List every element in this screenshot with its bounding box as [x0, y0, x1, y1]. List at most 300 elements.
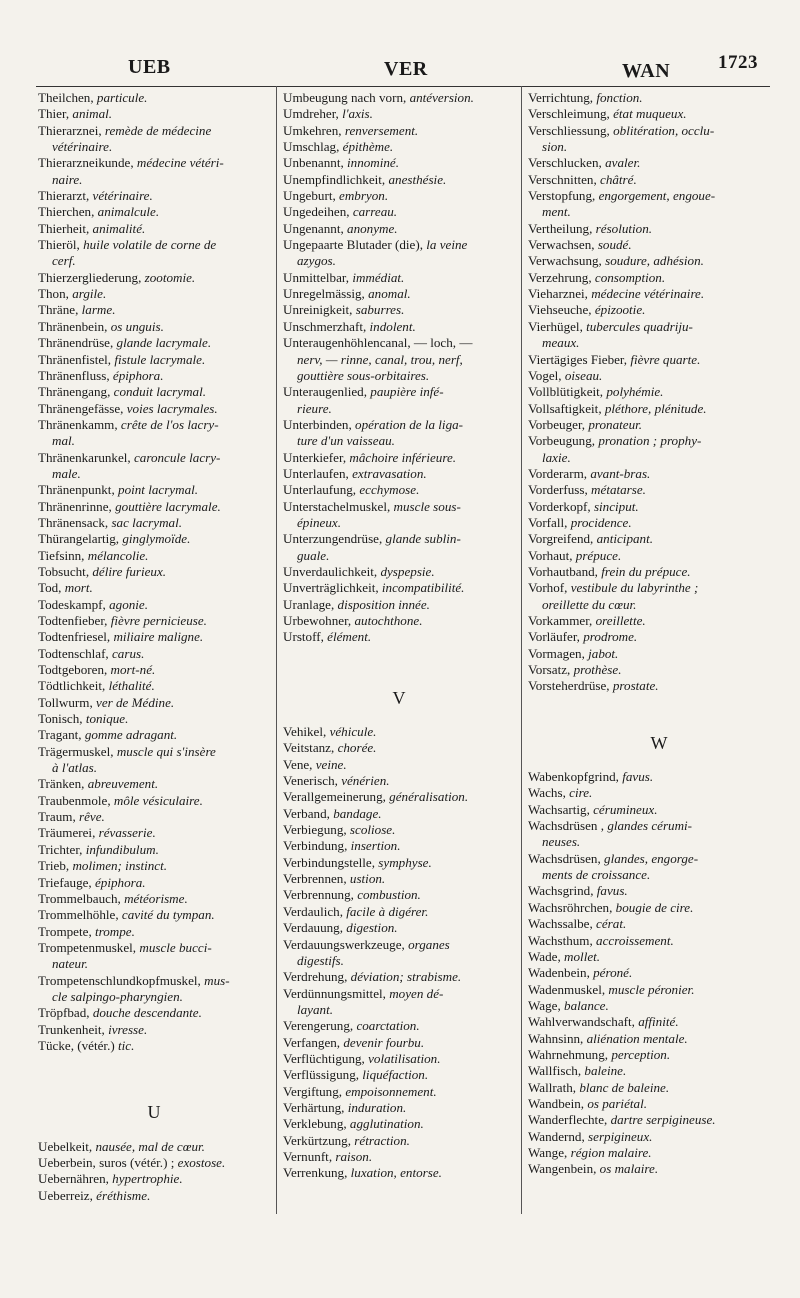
dictionary-entry — [38, 319, 270, 335]
entry-translation: animal. — [72, 106, 113, 122]
dictionary-entry — [283, 302, 515, 318]
entry-translation: volatilisation. — [368, 1050, 441, 1066]
entry-headword: Vene, — [283, 756, 313, 772]
entry-headword: Verwachsung, — [528, 253, 602, 269]
dictionary-entry — [38, 793, 270, 809]
entry-headword: Verschliessung, — [528, 122, 610, 138]
entry-headword: Tücke, (vétér.) — [38, 1037, 115, 1053]
entry-translation: chorée. — [337, 740, 377, 756]
entry-headword: Viehseuche, — [528, 302, 592, 318]
dictionary-entry — [528, 499, 790, 515]
entry-headword: Verzehrung, — [528, 269, 592, 285]
entry-headword: Vollsaftigkeit, — [528, 400, 602, 416]
entry-headword: Unterbinden, — [283, 416, 352, 432]
entry-translation: cavité du tympan. — [121, 907, 215, 923]
entry-translation: serpigineux. — [588, 1128, 653, 1144]
entry-headword: Vorderkopf, — [528, 498, 591, 514]
entry-translation: tonique. — [85, 711, 129, 727]
entry-headword: Umkehren, — [283, 122, 342, 138]
entry-translation: antéversion. — [409, 90, 474, 105]
entry-headword: Wachsartig, — [528, 801, 590, 817]
dictionary-entry — [283, 123, 515, 139]
header-left-guide-word: UEB — [128, 56, 171, 78]
entry-headword: Trägermuskel, — [38, 743, 114, 759]
entry-continuation: cle salpingo-pharyngien. — [52, 988, 183, 1004]
dictionary-entry — [283, 188, 515, 204]
dictionary-entry — [528, 1014, 790, 1030]
entry-translation: la veine — [426, 237, 468, 253]
entry-headword: Vorbeuger, — [528, 416, 586, 432]
entry-translation: cire. — [569, 785, 593, 801]
entry-headword: Unbenannt, — [283, 155, 344, 171]
entry-headword: Verrichtung, — [528, 90, 594, 105]
entry-translation: état muqueux. — [613, 106, 687, 122]
entry-headword: Thierheit, — [38, 220, 90, 236]
section-letter: V — [392, 687, 406, 708]
dictionary-entry — [283, 1067, 515, 1083]
entry-continuation: épineux. — [297, 514, 341, 530]
entry-translation: autochthone. — [354, 613, 423, 628]
entry-headword: Thränenpunkt, — [38, 482, 115, 498]
entry-translation: nausée, mal de cœur. — [95, 1138, 205, 1154]
entry-translation: châtré. — [600, 171, 637, 187]
entry-translation: polyhémie. — [606, 384, 664, 400]
entry-translation: glandes, engorge- — [604, 850, 699, 866]
entry-translation: fonction. — [596, 90, 643, 105]
entry-headword: Vormagen, — [528, 645, 585, 661]
entry-translation: météorisme. — [124, 890, 188, 906]
dictionary-entry — [38, 286, 270, 302]
entry-headword: Verallgemeinerung, — [283, 789, 386, 805]
dictionary-entry — [528, 1080, 790, 1096]
entry-headword: Wahnsinn, — [528, 1030, 584, 1046]
entry-continuation: mal. — [52, 433, 75, 449]
entry-headword: Verdaulich, — [283, 903, 343, 919]
entry-headword: Wangenbein, — [528, 1161, 597, 1177]
entry-headword: Thon, — [38, 286, 69, 302]
dictionary-entry — [283, 1149, 515, 1165]
dictionary-entry — [283, 139, 515, 155]
entry-translation: dyspepsie. — [380, 563, 435, 579]
entry-translation: zootomie. — [144, 269, 196, 285]
entry-headword: Traum, — [38, 809, 76, 825]
dictionary-entry — [38, 188, 270, 204]
dictionary-entry — [283, 499, 515, 532]
entry-headword: Unterkiefer, — [283, 449, 347, 465]
entry-continuation: nateur. — [52, 956, 89, 972]
dictionary-entry — [283, 106, 515, 122]
entry-headword: Vorsteherdrüse, — [528, 678, 610, 694]
entry-headword: Unteraugenhöhlencanal, — loch, — — [283, 335, 473, 351]
dictionary-entry — [283, 1051, 515, 1067]
entry-headword: Tollwurm, — [38, 694, 93, 710]
dictionary-entry — [38, 401, 270, 417]
entry-continuation: neuses. — [542, 834, 581, 850]
dictionary-entry — [528, 916, 790, 932]
entry-translation: vestibule du labyrinthe ; — [570, 580, 699, 596]
entry-translation: remède de médecine — [104, 122, 212, 138]
entry-translation: mélancolie. — [87, 547, 149, 563]
entry-headword: Trompetenmuskel, — [38, 939, 137, 955]
dictionary-entry — [38, 597, 270, 613]
entry-translation: pronation ; prophy- — [598, 433, 702, 449]
dictionary-entry — [38, 940, 270, 973]
entry-headword: Vorgreifend, — [528, 531, 594, 547]
entry-translation: liquéfaction. — [362, 1067, 429, 1083]
dictionary-entry — [38, 1171, 270, 1187]
entry-translation: embryon. — [339, 188, 389, 204]
entry-headword: Vorläufer, — [528, 629, 580, 645]
dictionary-entry — [283, 920, 515, 936]
entry-translation: fièvre pernicieuse. — [110, 613, 207, 628]
entry-translation: glande sublin- — [385, 531, 461, 547]
entry-translation: oblitération, occlu- — [613, 122, 715, 138]
entry-headword: Verkürtzung, — [283, 1132, 351, 1148]
entry-headword: Vogel, — [528, 367, 562, 383]
dictionary-entry — [38, 204, 270, 220]
entry-continuation: guale. — [297, 547, 330, 563]
dictionary-entry — [38, 123, 270, 156]
entry-headword: Vorfall, — [528, 514, 568, 530]
dictionary-entry — [283, 580, 515, 596]
entry-translation: ivresse. — [108, 1021, 148, 1037]
dictionary-entry — [38, 695, 270, 711]
header-middle-guide-word: VER — [384, 58, 428, 80]
dictionary-entry — [283, 937, 515, 970]
entry-headword: Ueberreiz, — [38, 1187, 93, 1203]
dictionary-entry — [528, 106, 790, 122]
entry-headword: Venerisch, — [283, 773, 338, 789]
entry-headword: Wadenbein, — [528, 965, 590, 981]
dictionary-entry — [283, 1035, 515, 1051]
entry-headword: Verschleimung, — [528, 106, 610, 122]
entry-translation: trompe. — [95, 923, 135, 939]
entry-headword: Thränensack, — [38, 514, 109, 530]
entry-headword: Vorsatz, — [528, 662, 571, 678]
entry-headword: Todtenfieber, — [38, 613, 108, 628]
entry-translation: anticipant. — [596, 531, 653, 547]
dictionary-entry — [283, 319, 515, 335]
dictionary-entry — [528, 965, 790, 981]
dictionary-entry — [528, 253, 790, 269]
entry-headword: Verdünnungsmittel, — [283, 985, 386, 1001]
dictionary-entry — [38, 613, 270, 629]
dictionary-entry — [283, 597, 515, 613]
entry-translation: muscle qui s'insère — [116, 743, 216, 759]
entry-translation: agonie. — [109, 596, 149, 612]
dictionary-entry — [528, 90, 790, 106]
dictionary-entry — [283, 1100, 515, 1116]
entry-continuation: male. — [52, 465, 81, 481]
entry-translation: incompatibilité. — [381, 580, 465, 596]
column-left — [38, 90, 270, 1204]
dictionary-entry — [38, 1022, 270, 1038]
entry-translation: avant-bras. — [590, 465, 651, 481]
dictionary-entry — [528, 678, 790, 694]
entry-translation: facile à digérer. — [346, 903, 429, 919]
dictionary-entry — [528, 237, 790, 253]
dictionary-entry — [38, 744, 270, 777]
entry-translation: abreuvement. — [87, 776, 159, 792]
dictionary-entry — [38, 515, 270, 531]
dictionary-entry — [283, 773, 515, 789]
entry-continuation: nerv, — rinne, canal, trou, nerf, — [297, 351, 463, 367]
dictionary-entry — [528, 401, 790, 417]
entry-headword: Vorhaut, — [528, 547, 573, 563]
entry-translation: os malaire. — [599, 1161, 659, 1177]
entry-translation: môle vésiculaire. — [113, 792, 203, 808]
dictionary-entry — [528, 270, 790, 286]
entry-headword: Tröpfbad, — [38, 1005, 90, 1021]
dictionary-entry — [283, 969, 515, 985]
entry-translation: épithème. — [342, 139, 394, 155]
dictionary-entry — [283, 204, 515, 220]
entry-headword: Verband, — [283, 805, 330, 821]
dictionary-entry — [283, 482, 515, 498]
entry-translation: muscle bucci- — [139, 939, 212, 955]
entry-headword: Vorbeugung, — [528, 433, 596, 449]
entry-translation: conduit lacrymal. — [113, 384, 207, 400]
entry-translation: hypertrophie. — [112, 1171, 183, 1187]
entry-translation: bandage. — [333, 805, 382, 821]
entry-headword: Verengerung, — [283, 1018, 354, 1034]
dictionary-entry — [38, 450, 270, 483]
entry-translation: argile. — [72, 286, 107, 302]
entry-headword: Vollblütigkeit, — [528, 384, 604, 400]
dictionary-entry — [528, 564, 790, 580]
entry-headword: Trompetenschlundkopfmuskel, — [38, 972, 201, 988]
entry-translation: cérat. — [596, 916, 627, 932]
entry-headword: Tränken, — [38, 776, 85, 792]
entry-headword: Verhärtung, — [283, 1099, 345, 1115]
page-number: 1723 — [718, 52, 758, 73]
entry-headword: Thierchen, — [38, 204, 95, 220]
entry-translation: animalité. — [92, 220, 146, 236]
dictionary-entry — [283, 286, 515, 302]
dictionary-entry — [528, 982, 790, 998]
entry-headword: Tod, — [38, 580, 62, 596]
entry-headword: Thierarzneikunde, — [38, 155, 134, 171]
dictionary-entry — [38, 1139, 270, 1155]
section-letter: U — [147, 1102, 161, 1123]
entry-translation: os pariétal. — [587, 1095, 647, 1111]
entry-translation: larme. — [81, 302, 116, 318]
dictionary-entry — [528, 368, 790, 384]
entry-headword: Thränenkarunkel, — [38, 449, 131, 465]
entry-headword: Vorhof, — [528, 580, 568, 596]
entry-translation: ginglymoïde. — [122, 531, 191, 547]
dictionary-entry — [38, 973, 270, 1006]
entry-headword: Vorhautband, — [528, 563, 598, 579]
entry-translation: douche descendante. — [92, 1005, 202, 1021]
dictionary-entry — [528, 646, 790, 662]
entry-translation: affinité. — [638, 1014, 679, 1030]
entry-headword: Wachsdrüsen , — [528, 818, 605, 834]
entry-headword: Umdreher, — [283, 106, 339, 122]
dictionary-entry — [38, 564, 270, 580]
column-middle — [283, 90, 515, 1182]
entry-translation: blanc de baleine. — [579, 1079, 670, 1095]
entry-translation: gouttière lacrymale. — [115, 498, 221, 514]
dictionary-entry — [283, 904, 515, 920]
running-header — [0, 52, 800, 84]
entry-headword: Wachsröhrchen, — [528, 899, 613, 915]
entry-headword: Wade, — [528, 948, 561, 964]
dictionary-entry — [528, 851, 790, 884]
entry-headword: Verdauungswerkzeuge, — [283, 936, 405, 952]
entry-translation: consomption. — [594, 269, 666, 285]
entry-headword: Vieharznei, — [528, 286, 588, 302]
entry-translation: os unguis. — [110, 318, 164, 334]
entry-translation: point lacrymal. — [118, 482, 199, 498]
dictionary-entry — [283, 466, 515, 482]
entry-translation: indolent. — [369, 318, 416, 334]
dictionary-entry — [38, 221, 270, 237]
entry-translation: infundibulum. — [85, 841, 159, 857]
dictionary-entry — [528, 1112, 790, 1128]
entry-translation: sinciput. — [593, 498, 639, 514]
entry-continuation: cerf. — [52, 253, 76, 269]
entry-headword: Trunkenheit, — [38, 1021, 105, 1037]
entry-continuation: laxie. — [542, 449, 571, 465]
entry-translation: muscle péronier. — [608, 981, 695, 997]
entry-translation: muscle sous- — [393, 498, 461, 514]
entry-translation: empoisonnement. — [345, 1083, 437, 1099]
dictionary-entry — [528, 319, 790, 352]
header-rule — [36, 86, 770, 87]
dictionary-entry — [283, 221, 515, 237]
entry-translation: voies lacrymales. — [126, 400, 218, 416]
entry-headword: Urbewohner, — [283, 613, 352, 628]
entry-translation: mus- — [204, 972, 230, 988]
entry-headword: Ungedeihen, — [283, 204, 350, 220]
entry-headword: Todtenschlaf, — [38, 645, 109, 661]
entry-headword: Wanderflechte, — [528, 1112, 608, 1128]
entry-translation: épiphora. — [94, 874, 146, 890]
entry-headword: Unterlaufung, — [283, 482, 357, 498]
dictionary-entry — [38, 1038, 270, 1054]
entry-headword: Ungepaarte Blutader (die), — [283, 237, 423, 253]
entry-translation: fistule lacrymale. — [114, 351, 206, 367]
entry-translation: prothèse. — [573, 662, 622, 678]
column-divider-2 — [521, 86, 522, 1214]
entry-headword: Wadenmuskel, — [528, 981, 606, 997]
entry-translation: véhicule. — [329, 724, 377, 740]
entry-translation: scoliose. — [349, 822, 396, 838]
dictionary-entry — [283, 1165, 515, 1181]
entry-translation: mort. — [64, 580, 93, 596]
dictionary-entry — [528, 548, 790, 564]
entry-translation: immédiat. — [352, 269, 405, 285]
dictionary-entry — [528, 302, 790, 318]
entry-translation: agglutination. — [349, 1116, 424, 1132]
entry-headword: Todtgeboren, — [38, 662, 108, 678]
entry-translation: perception. — [611, 1046, 671, 1062]
entry-translation: médecine vétérinaire. — [591, 286, 705, 302]
entry-translation: accroissement. — [596, 932, 674, 948]
dictionary-entry — [283, 838, 515, 854]
dictionary-entry — [283, 384, 515, 417]
dictionary-entry — [528, 1047, 790, 1063]
entry-headword: Urstoff, — [283, 629, 324, 645]
dictionary-entry — [38, 1188, 270, 1204]
dictionary-entry — [38, 237, 270, 270]
entry-continuation: gouttière sous-orbitaires. — [297, 367, 430, 383]
entry-headword: Unterstachelmuskel, — [283, 498, 391, 514]
entry-continuation: vétérinaire. — [52, 139, 113, 155]
entry-headword: Unverdaulichkeit, — [283, 563, 378, 579]
dictionary-entry — [528, 662, 790, 678]
entry-translation: rêve. — [79, 809, 105, 825]
entry-translation: miliaire maligne. — [113, 629, 204, 645]
entry-translation: fièvre quarte. — [630, 351, 701, 367]
dictionary-entry — [528, 1031, 790, 1047]
entry-translation: digestion. — [346, 920, 398, 936]
entry-headword: Ungeburt, — [283, 188, 336, 204]
entry-headword: Unmittelbar, — [283, 269, 350, 285]
entry-headword: Verrenkung, — [283, 1165, 348, 1181]
dictionary-entry — [38, 858, 270, 874]
dictionary-entry — [283, 822, 515, 838]
entry-headword: Vertheilung, — [528, 220, 593, 236]
entry-translation: vénérien. — [341, 773, 390, 789]
entry-translation: opération de la liga- — [355, 416, 464, 432]
dictionary-entry — [283, 531, 515, 564]
dictionary-entry — [38, 580, 270, 596]
entry-translation: glandes cérumi- — [607, 818, 693, 834]
entry-translation: organes — [408, 936, 450, 952]
dictionary-entry — [283, 986, 515, 1019]
entry-headword: Vehikel, — [283, 724, 327, 740]
entry-continuation: ments de croissance. — [542, 867, 651, 883]
dictionary-entry — [283, 871, 515, 887]
dictionary-entry — [528, 900, 790, 916]
dictionary-entry — [38, 335, 270, 351]
entry-translation: carus. — [112, 645, 145, 661]
dictionary-entry — [38, 629, 270, 645]
entry-headword: Unreinigkeit, — [283, 302, 353, 318]
dictionary-entry — [528, 417, 790, 433]
entry-headword: Verbindungstelle, — [283, 854, 376, 870]
entry-translation: délire furieux. — [92, 563, 167, 579]
entry-translation: balance. — [564, 997, 609, 1013]
entry-headword: Thier, — [38, 106, 70, 122]
dictionary-entry — [38, 90, 270, 106]
entry-headword: Todeskampf, — [38, 596, 106, 612]
entry-headword: Uebernähren, — [38, 1171, 109, 1187]
entry-translation: huile volatile de corne de — [83, 237, 217, 253]
entry-headword: Vorderarm, — [528, 465, 588, 481]
dictionary-entry — [38, 825, 270, 841]
entry-continuation: à l'atlas. — [52, 760, 97, 776]
dictionary-entry — [38, 842, 270, 858]
entry-headword: Viertägiges Fieber, — [528, 351, 628, 367]
entry-translation: élément. — [327, 629, 372, 645]
entry-translation: insertion. — [350, 838, 401, 854]
entry-headword: Wandbein, — [528, 1095, 585, 1111]
entry-headword: Unverträglichkeit, — [283, 580, 379, 596]
entry-headword: Thierzergliederung, — [38, 269, 142, 285]
entry-headword: Wachsthum, — [528, 932, 593, 948]
dictionary-entry — [38, 711, 270, 727]
dictionary-entry — [283, 564, 515, 580]
dictionary-entry — [38, 809, 270, 825]
entry-headword: Thränendrüse, — [38, 335, 114, 351]
entry-headword: Todtenfriesel, — [38, 629, 111, 645]
entry-translation: résolution. — [595, 220, 653, 236]
dictionary-entry — [528, 188, 790, 221]
entry-headword: Verschlucken, — [528, 155, 602, 171]
